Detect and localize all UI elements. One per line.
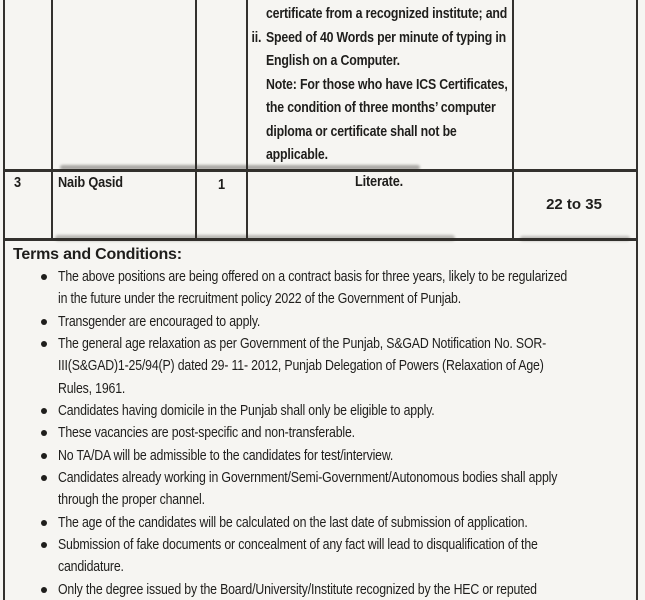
- cell-age-limit: 22 to 35: [546, 196, 602, 213]
- qualification-note-line: applicable.: [266, 147, 328, 163]
- note-text: For those who have ICS Certificates,: [300, 76, 508, 93]
- bullet-line: in the future under the recruitment policy 2022 of the Government of Punjab.: [58, 291, 461, 308]
- terms-bullet-domicile: [5, 400, 638, 422]
- terms-bullet-hec-degree: [5, 579, 638, 600]
- qualification-cell-continued: [249, 3, 511, 168]
- bullet-line: Rules, 1961.: [58, 380, 126, 397]
- qualification-line: [251, 27, 507, 51]
- bullet-line: The age of the candidates will be calculated on the last date of submission of application.: [58, 514, 528, 531]
- terms-bullet-fake-documents: [5, 534, 638, 579]
- terms-and-conditions-section: [5, 244, 638, 600]
- bullet-line: These vacancies are post-specific and non-transferable.: [58, 425, 355, 442]
- terms-bullet-proper-channel: [5, 467, 638, 512]
- bullet-line: III(S&GAD)1-25/94(P) dated 29- 11- 2012, Punjab Delegation of Powers (Relaxation of Age): [58, 358, 544, 375]
- bullet-line: through the proper channel.: [58, 492, 205, 509]
- bullet-line: Submission of fake documents or concealment of any fact will lead to disqualification of the: [58, 537, 538, 554]
- terms-heading: Terms and Conditions:: [13, 246, 182, 263]
- scan-smudge: [55, 235, 455, 241]
- note-label: Note:: [266, 76, 297, 93]
- bullet-line: Only the degree issued by the Board/University/Institute recognized by the HEC or reputed: [58, 581, 537, 598]
- bullet-line: The above positions are being offered on a contract basis for three years, likely to be regularized: [58, 269, 568, 285]
- cell-post-name: Naib Qasid: [58, 174, 123, 191]
- qualification-text: Speed of 40 Words per minute of typing in: [266, 29, 507, 46]
- bullet-line: Candidates having domicile in the Punjab shall only be eligible to apply.: [58, 403, 435, 420]
- terms-bullet-contract-basis: [5, 266, 638, 311]
- bullet-line: The general age relaxation as per Government of the Punjab, S&GAD Notification No. SOR-: [58, 336, 547, 353]
- terms-bullet-age-calculation: [5, 512, 638, 534]
- bullet-line: No TA/DA will be admissible to the candidates for test/interview.: [58, 447, 394, 464]
- cell-qualification: Literate.: [354, 173, 404, 190]
- qualification-note-line: diploma or certificate shall not be: [266, 123, 457, 140]
- terms-bullet-post-specific: [5, 422, 638, 444]
- qualification-line: English on a Computer.: [266, 53, 400, 69]
- list-marker-ii: ii.: [251, 29, 262, 46]
- scan-smudge: [520, 236, 630, 241]
- cell-no-of-posts: 1: [218, 176, 225, 193]
- table-column-divider-post: [195, 0, 197, 239]
- terms-bullet-ta-da: [5, 445, 638, 467]
- cell-sr-no: 3: [14, 174, 21, 191]
- terms-bullet-age-relaxation: [5, 333, 638, 400]
- terms-bullet-transgender: [5, 311, 638, 333]
- bullet-line: Transgender are encouraged to apply.: [58, 313, 261, 330]
- qualification-line: certificate from a recognized institute; and: [266, 6, 508, 22]
- bullet-line: candidature.: [58, 559, 124, 576]
- table-column-divider-count: [246, 0, 248, 239]
- table-column-divider-sr: [51, 0, 53, 239]
- qualification-note-line: [266, 74, 508, 98]
- qualification-note-line: the condition of three months’ computer: [266, 100, 496, 116]
- bullet-line: Candidates already working in Government/Semi-Government/Autonomous bodies shall apply: [58, 470, 558, 487]
